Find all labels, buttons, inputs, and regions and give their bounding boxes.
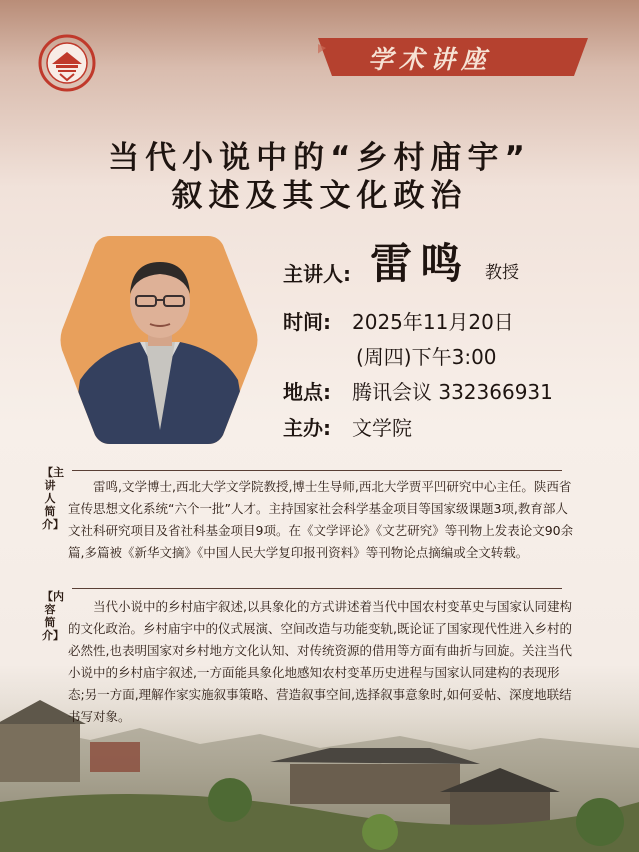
speaker-name: 雷鸣: [370, 239, 471, 288]
place-label: 地点:: [283, 380, 331, 404]
bio-divider: [72, 470, 562, 471]
lecture-title-line1: 当代小说中的“乡村庙宇”: [108, 140, 531, 176]
host-label: 主办:: [283, 416, 331, 440]
time-hour: (周四)下午3:00: [356, 345, 497, 369]
speaker-label: 主讲人:: [283, 262, 351, 286]
summary-paragraph: 当代小说中的乡村庙宇叙述,以具象化的方式讲述着当代中国农村变革史与国家认同建构的文化政治。乡村庙宇中的仪式展演、空间改造与功能变轨,既论证了国家现代性进入乡村的必然性,也表明国家对乡村地方文化认知、对传统资源的借用等方面有曲折与回旋。关注当代小说中的乡村庙宇叙述,一方面能具象化地感知农村变革历史进程与国家认同建构的表现形态;另一方面,理解作家实施叙事策略、营造叙事空间,选择叙事意象时,如何妥帖、深度地联结书写对象。: [68, 599, 572, 724]
summary-divider: [72, 588, 562, 589]
lecture-title-line2: 叙述及其文化政治: [171, 178, 468, 214]
university-logo-icon: [38, 34, 96, 92]
time-label: 时间:: [283, 310, 331, 334]
host-value: 文学院: [352, 416, 412, 440]
place-value: 腾讯会议 332366931: [352, 380, 553, 404]
time-date: 2025年11月20日: [352, 310, 514, 334]
bio-section-tag: 【主讲人简介】: [42, 466, 64, 531]
bio-paragraph: 雷鸣,文学博士,西北大学文学院教授,博士生导师,西北大学贾平凹研究中心主任。陕西省宣传思想文化系统“六个一批”人才。主持国家社会科学基金项目等国家级课题3项,教育部人文社科研究项目及省社科基金项目9项。在《文学评论》《文艺研究》等刊物上发表论文90余篇,多篇被《新华文摘》《中国人民大学复印报刊资料》等刊物论点摘编或全文转载。: [68, 479, 574, 560]
speaker-photo: [60, 230, 258, 450]
speaker-title: 教授: [485, 263, 519, 283]
summary-section-tag: 【内容简介】: [42, 590, 64, 642]
banner-label: 学术讲座: [368, 45, 493, 74]
